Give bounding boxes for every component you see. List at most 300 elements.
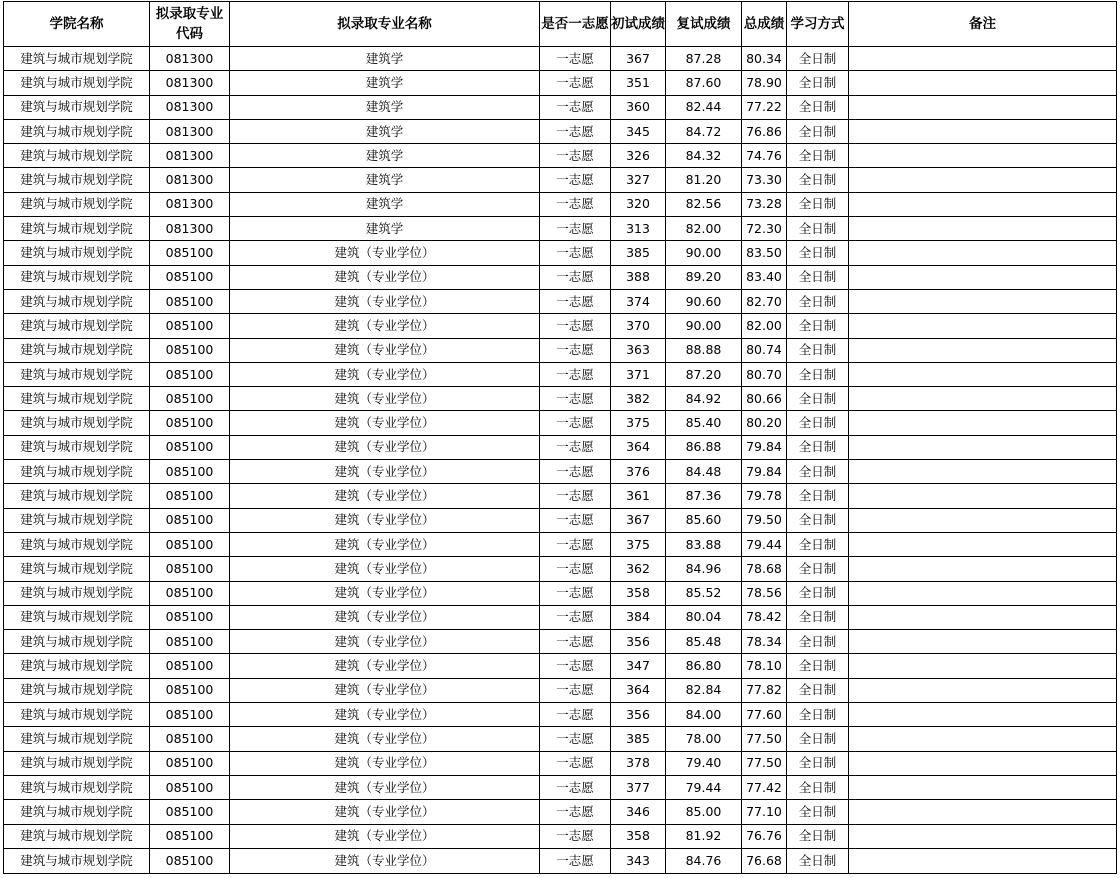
first-choice-cell: 一志愿 bbox=[540, 824, 611, 848]
college-cell: 建筑与城市规划学院 bbox=[4, 848, 150, 873]
study-mode-cell: 全日制 bbox=[787, 168, 849, 192]
college-cell: 建筑与城市规划学院 bbox=[4, 265, 150, 289]
college-cell: 建筑与城市规划学院 bbox=[4, 314, 150, 338]
header-retest-score: 复试成绩 bbox=[666, 2, 742, 47]
table-row bbox=[4, 435, 1117, 459]
first-choice-cell: 一志愿 bbox=[540, 119, 611, 143]
initial-score-cell: 367 bbox=[611, 47, 666, 71]
total-score-cell: 80.34 bbox=[742, 47, 787, 71]
major-name-cell: 建筑学 bbox=[230, 119, 540, 143]
initial-score-cell: 364 bbox=[611, 435, 666, 459]
initial-score-cell: 382 bbox=[611, 387, 666, 411]
table-row bbox=[4, 289, 1117, 313]
retest-score-cell: 84.32 bbox=[666, 144, 742, 168]
total-score-cell: 78.90 bbox=[742, 71, 787, 95]
remarks-cell bbox=[849, 241, 1117, 265]
initial-score-cell: 358 bbox=[611, 824, 666, 848]
college-cell: 建筑与城市规划学院 bbox=[4, 654, 150, 678]
total-score-cell: 77.50 bbox=[742, 727, 787, 751]
table-row bbox=[4, 751, 1117, 775]
major-name-cell: 建筑（专业学位） bbox=[230, 630, 540, 654]
first-choice-cell: 一志愿 bbox=[540, 241, 611, 265]
major-code-cell: 085100 bbox=[150, 338, 230, 362]
total-score-cell: 77.10 bbox=[742, 800, 787, 824]
retest-score-cell: 81.92 bbox=[666, 824, 742, 848]
first-choice-cell: 一志愿 bbox=[540, 605, 611, 629]
total-score-cell: 77.22 bbox=[742, 95, 787, 119]
retest-score-cell: 83.88 bbox=[666, 532, 742, 556]
total-score-cell: 78.42 bbox=[742, 605, 787, 629]
retest-score-cell: 82.56 bbox=[666, 192, 742, 216]
table-row bbox=[4, 362, 1117, 386]
total-score-cell: 78.34 bbox=[742, 630, 787, 654]
remarks-cell bbox=[849, 411, 1117, 435]
major-code-cell: 085100 bbox=[150, 508, 230, 532]
major-name-cell: 建筑（专业学位） bbox=[230, 387, 540, 411]
initial-score-cell: 356 bbox=[611, 703, 666, 727]
major-name-cell: 建筑（专业学位） bbox=[230, 241, 540, 265]
major-name-cell: 建筑（专业学位） bbox=[230, 557, 540, 581]
major-name-cell: 建筑（专业学位） bbox=[230, 654, 540, 678]
table-row bbox=[4, 460, 1117, 484]
college-cell: 建筑与城市规划学院 bbox=[4, 460, 150, 484]
remarks-cell bbox=[849, 460, 1117, 484]
table-row bbox=[4, 192, 1117, 216]
first-choice-cell: 一志愿 bbox=[540, 800, 611, 824]
initial-score-cell: 362 bbox=[611, 557, 666, 581]
retest-score-cell: 82.44 bbox=[666, 95, 742, 119]
study-mode-cell: 全日制 bbox=[787, 411, 849, 435]
first-choice-cell: 一志愿 bbox=[540, 654, 611, 678]
major-name-cell: 建筑（专业学位） bbox=[230, 775, 540, 799]
table-row bbox=[4, 800, 1117, 824]
study-mode-cell: 全日制 bbox=[787, 241, 849, 265]
total-score-cell: 79.78 bbox=[742, 484, 787, 508]
study-mode-cell: 全日制 bbox=[787, 630, 849, 654]
study-mode-cell: 全日制 bbox=[787, 119, 849, 143]
college-cell: 建筑与城市规划学院 bbox=[4, 411, 150, 435]
retest-score-cell: 87.28 bbox=[666, 47, 742, 71]
retest-score-cell: 84.72 bbox=[666, 119, 742, 143]
retest-score-cell: 85.40 bbox=[666, 411, 742, 435]
retest-score-cell: 85.60 bbox=[666, 508, 742, 532]
remarks-cell bbox=[849, 192, 1117, 216]
major-code-cell: 085100 bbox=[150, 484, 230, 508]
table-row bbox=[4, 387, 1117, 411]
college-cell: 建筑与城市规划学院 bbox=[4, 95, 150, 119]
major-code-cell: 081300 bbox=[150, 47, 230, 71]
study-mode-cell: 全日制 bbox=[787, 362, 849, 386]
table-row bbox=[4, 47, 1117, 71]
total-score-cell: 73.28 bbox=[742, 192, 787, 216]
header-college: 学院名称 bbox=[4, 2, 150, 47]
table-row bbox=[4, 411, 1117, 435]
college-cell: 建筑与城市规划学院 bbox=[4, 47, 150, 71]
first-choice-cell: 一志愿 bbox=[540, 362, 611, 386]
table-row bbox=[4, 241, 1117, 265]
remarks-cell bbox=[849, 581, 1117, 605]
remarks-cell bbox=[849, 217, 1117, 241]
total-score-cell: 82.00 bbox=[742, 314, 787, 338]
major-code-cell: 081300 bbox=[150, 217, 230, 241]
major-code-cell: 085100 bbox=[150, 824, 230, 848]
retest-score-cell: 87.20 bbox=[666, 362, 742, 386]
initial-score-cell: 375 bbox=[611, 532, 666, 556]
initial-score-cell: 384 bbox=[611, 605, 666, 629]
study-mode-cell: 全日制 bbox=[787, 47, 849, 71]
major-name-cell: 建筑学 bbox=[230, 217, 540, 241]
table-row bbox=[4, 217, 1117, 241]
retest-score-cell: 78.00 bbox=[666, 727, 742, 751]
initial-score-cell: 375 bbox=[611, 411, 666, 435]
remarks-cell bbox=[849, 630, 1117, 654]
first-choice-cell: 一志愿 bbox=[540, 411, 611, 435]
study-mode-cell: 全日制 bbox=[787, 654, 849, 678]
retest-score-cell: 82.84 bbox=[666, 678, 742, 702]
major-code-cell: 081300 bbox=[150, 71, 230, 95]
remarks-cell bbox=[849, 678, 1117, 702]
total-score-cell: 79.44 bbox=[742, 532, 787, 556]
initial-score-cell: 326 bbox=[611, 144, 666, 168]
major-name-cell: 建筑学 bbox=[230, 47, 540, 71]
first-choice-cell: 一志愿 bbox=[540, 678, 611, 702]
retest-score-cell: 90.60 bbox=[666, 289, 742, 313]
remarks-cell bbox=[849, 508, 1117, 532]
first-choice-cell: 一志愿 bbox=[540, 848, 611, 873]
first-choice-cell: 一志愿 bbox=[540, 703, 611, 727]
remarks-cell bbox=[849, 314, 1117, 338]
table-row bbox=[4, 630, 1117, 654]
retest-score-cell: 87.60 bbox=[666, 71, 742, 95]
table-row bbox=[4, 775, 1117, 799]
major-name-cell: 建筑（专业学位） bbox=[230, 824, 540, 848]
total-score-cell: 77.42 bbox=[742, 775, 787, 799]
retest-score-cell: 80.04 bbox=[666, 605, 742, 629]
header-major-code: 拟录取专业代码 bbox=[150, 2, 230, 47]
total-score-cell: 79.84 bbox=[742, 435, 787, 459]
major-code-cell: 085100 bbox=[150, 800, 230, 824]
table-row bbox=[4, 144, 1117, 168]
initial-score-cell: 356 bbox=[611, 630, 666, 654]
retest-score-cell: 89.20 bbox=[666, 265, 742, 289]
major-name-cell: 建筑（专业学位） bbox=[230, 289, 540, 313]
study-mode-cell: 全日制 bbox=[787, 824, 849, 848]
first-choice-cell: 一志愿 bbox=[540, 460, 611, 484]
table-row bbox=[4, 532, 1117, 556]
major-code-cell: 085100 bbox=[150, 775, 230, 799]
college-cell: 建筑与城市规划学院 bbox=[4, 703, 150, 727]
total-score-cell: 80.74 bbox=[742, 338, 787, 362]
total-score-cell: 76.68 bbox=[742, 848, 787, 873]
major-code-cell: 085100 bbox=[150, 265, 230, 289]
total-score-cell: 82.70 bbox=[742, 289, 787, 313]
remarks-cell bbox=[849, 265, 1117, 289]
initial-score-cell: 388 bbox=[611, 265, 666, 289]
table-row bbox=[4, 581, 1117, 605]
initial-score-cell: 378 bbox=[611, 751, 666, 775]
first-choice-cell: 一志愿 bbox=[540, 630, 611, 654]
remarks-cell bbox=[849, 751, 1117, 775]
table-row bbox=[4, 508, 1117, 532]
major-code-cell: 085100 bbox=[150, 362, 230, 386]
total-score-cell: 78.56 bbox=[742, 581, 787, 605]
remarks-cell bbox=[849, 800, 1117, 824]
major-name-cell: 建筑（专业学位） bbox=[230, 411, 540, 435]
retest-score-cell: 90.00 bbox=[666, 241, 742, 265]
retest-score-cell: 84.92 bbox=[666, 387, 742, 411]
retest-score-cell: 84.96 bbox=[666, 557, 742, 581]
retest-score-cell: 85.48 bbox=[666, 630, 742, 654]
initial-score-cell: 346 bbox=[611, 800, 666, 824]
remarks-cell bbox=[849, 168, 1117, 192]
study-mode-cell: 全日制 bbox=[787, 460, 849, 484]
major-name-cell: 建筑（专业学位） bbox=[230, 532, 540, 556]
major-name-cell: 建筑学 bbox=[230, 168, 540, 192]
first-choice-cell: 一志愿 bbox=[540, 265, 611, 289]
header-total-score: 总成绩 bbox=[742, 2, 787, 47]
first-choice-cell: 一志愿 bbox=[540, 775, 611, 799]
table-row bbox=[4, 119, 1117, 143]
study-mode-cell: 全日制 bbox=[787, 387, 849, 411]
study-mode-cell: 全日制 bbox=[787, 703, 849, 727]
college-cell: 建筑与城市规划学院 bbox=[4, 144, 150, 168]
first-choice-cell: 一志愿 bbox=[540, 192, 611, 216]
major-code-cell: 085100 bbox=[150, 605, 230, 629]
major-code-cell: 085100 bbox=[150, 314, 230, 338]
first-choice-cell: 一志愿 bbox=[540, 314, 611, 338]
major-name-cell: 建筑（专业学位） bbox=[230, 460, 540, 484]
major-code-cell: 081300 bbox=[150, 144, 230, 168]
total-score-cell: 78.68 bbox=[742, 557, 787, 581]
study-mode-cell: 全日制 bbox=[787, 678, 849, 702]
major-name-cell: 建筑（专业学位） bbox=[230, 678, 540, 702]
study-mode-cell: 全日制 bbox=[787, 532, 849, 556]
initial-score-cell: 376 bbox=[611, 460, 666, 484]
initial-score-cell: 345 bbox=[611, 119, 666, 143]
major-name-cell: 建筑（专业学位） bbox=[230, 362, 540, 386]
study-mode-cell: 全日制 bbox=[787, 751, 849, 775]
remarks-cell bbox=[849, 289, 1117, 313]
college-cell: 建筑与城市规划学院 bbox=[4, 727, 150, 751]
college-cell: 建筑与城市规划学院 bbox=[4, 362, 150, 386]
table-row bbox=[4, 678, 1117, 702]
college-cell: 建筑与城市规划学院 bbox=[4, 557, 150, 581]
first-choice-cell: 一志愿 bbox=[540, 557, 611, 581]
college-cell: 建筑与城市规划学院 bbox=[4, 387, 150, 411]
major-name-cell: 建筑（专业学位） bbox=[230, 338, 540, 362]
first-choice-cell: 一志愿 bbox=[540, 484, 611, 508]
first-choice-cell: 一志愿 bbox=[540, 47, 611, 71]
initial-score-cell: 313 bbox=[611, 217, 666, 241]
first-choice-cell: 一志愿 bbox=[540, 581, 611, 605]
total-score-cell: 78.10 bbox=[742, 654, 787, 678]
major-name-cell: 建筑（专业学位） bbox=[230, 751, 540, 775]
retest-score-cell: 84.48 bbox=[666, 460, 742, 484]
remarks-cell bbox=[849, 848, 1117, 873]
initial-score-cell: 327 bbox=[611, 168, 666, 192]
college-cell: 建筑与城市规划学院 bbox=[4, 824, 150, 848]
college-cell: 建筑与城市规划学院 bbox=[4, 217, 150, 241]
initial-score-cell: 364 bbox=[611, 678, 666, 702]
initial-score-cell: 374 bbox=[611, 289, 666, 313]
major-name-cell: 建筑（专业学位） bbox=[230, 508, 540, 532]
major-code-cell: 085100 bbox=[150, 289, 230, 313]
study-mode-cell: 全日制 bbox=[787, 508, 849, 532]
total-score-cell: 79.84 bbox=[742, 460, 787, 484]
major-name-cell: 建筑（专业学位） bbox=[230, 605, 540, 629]
study-mode-cell: 全日制 bbox=[787, 192, 849, 216]
initial-score-cell: 363 bbox=[611, 338, 666, 362]
table-row bbox=[4, 824, 1117, 848]
remarks-cell bbox=[849, 775, 1117, 799]
remarks-cell bbox=[849, 654, 1117, 678]
header-remarks: 备注 bbox=[849, 2, 1117, 47]
major-name-cell: 建筑（专业学位） bbox=[230, 703, 540, 727]
header-initial-score: 初试成绩 bbox=[611, 2, 666, 47]
college-cell: 建筑与城市规划学院 bbox=[4, 71, 150, 95]
retest-score-cell: 82.00 bbox=[666, 217, 742, 241]
table-row bbox=[4, 484, 1117, 508]
study-mode-cell: 全日制 bbox=[787, 581, 849, 605]
remarks-cell bbox=[849, 144, 1117, 168]
first-choice-cell: 一志愿 bbox=[540, 338, 611, 362]
table-row bbox=[4, 168, 1117, 192]
major-name-cell: 建筑（专业学位） bbox=[230, 265, 540, 289]
total-score-cell: 76.76 bbox=[742, 824, 787, 848]
study-mode-cell: 全日制 bbox=[787, 95, 849, 119]
first-choice-cell: 一志愿 bbox=[540, 532, 611, 556]
header-study-mode: 学习方式 bbox=[787, 2, 849, 47]
first-choice-cell: 一志愿 bbox=[540, 95, 611, 119]
header-first-choice: 是否一志愿 bbox=[540, 2, 611, 47]
major-code-cell: 085100 bbox=[150, 435, 230, 459]
major-code-cell: 085100 bbox=[150, 751, 230, 775]
remarks-cell bbox=[849, 71, 1117, 95]
initial-score-cell: 385 bbox=[611, 727, 666, 751]
remarks-cell bbox=[849, 119, 1117, 143]
table-row bbox=[4, 727, 1117, 751]
first-choice-cell: 一志愿 bbox=[540, 144, 611, 168]
remarks-cell bbox=[849, 605, 1117, 629]
study-mode-cell: 全日制 bbox=[787, 314, 849, 338]
major-code-cell: 085100 bbox=[150, 581, 230, 605]
college-cell: 建筑与城市规划学院 bbox=[4, 289, 150, 313]
college-cell: 建筑与城市规划学院 bbox=[4, 192, 150, 216]
total-score-cell: 83.50 bbox=[742, 241, 787, 265]
table-row bbox=[4, 557, 1117, 581]
total-score-cell: 76.86 bbox=[742, 119, 787, 143]
college-cell: 建筑与城市规划学院 bbox=[4, 338, 150, 362]
study-mode-cell: 全日制 bbox=[787, 265, 849, 289]
major-name-cell: 建筑（专业学位） bbox=[230, 314, 540, 338]
study-mode-cell: 全日制 bbox=[787, 71, 849, 95]
major-name-cell: 建筑（专业学位） bbox=[230, 848, 540, 873]
study-mode-cell: 全日制 bbox=[787, 727, 849, 751]
retest-score-cell: 90.00 bbox=[666, 314, 742, 338]
initial-score-cell: 361 bbox=[611, 484, 666, 508]
table-body bbox=[4, 47, 1117, 874]
initial-score-cell: 351 bbox=[611, 71, 666, 95]
table-row bbox=[4, 265, 1117, 289]
major-code-cell: 085100 bbox=[150, 678, 230, 702]
study-mode-cell: 全日制 bbox=[787, 605, 849, 629]
initial-score-cell: 371 bbox=[611, 362, 666, 386]
study-mode-cell: 全日制 bbox=[787, 848, 849, 873]
major-code-cell: 085100 bbox=[150, 703, 230, 727]
remarks-cell bbox=[849, 47, 1117, 71]
college-cell: 建筑与城市规划学院 bbox=[4, 605, 150, 629]
remarks-cell bbox=[849, 703, 1117, 727]
study-mode-cell: 全日制 bbox=[787, 800, 849, 824]
college-cell: 建筑与城市规划学院 bbox=[4, 678, 150, 702]
major-code-cell: 085100 bbox=[150, 532, 230, 556]
table-row bbox=[4, 654, 1117, 678]
study-mode-cell: 全日制 bbox=[787, 557, 849, 581]
table-row bbox=[4, 605, 1117, 629]
major-code-cell: 081300 bbox=[150, 95, 230, 119]
major-name-cell: 建筑（专业学位） bbox=[230, 581, 540, 605]
total-score-cell: 73.30 bbox=[742, 168, 787, 192]
remarks-cell bbox=[849, 824, 1117, 848]
college-cell: 建筑与城市规划学院 bbox=[4, 168, 150, 192]
retest-score-cell: 85.00 bbox=[666, 800, 742, 824]
college-cell: 建筑与城市规划学院 bbox=[4, 508, 150, 532]
remarks-cell bbox=[849, 338, 1117, 362]
college-cell: 建筑与城市规划学院 bbox=[4, 800, 150, 824]
major-name-cell: 建筑（专业学位） bbox=[230, 435, 540, 459]
major-name-cell: 建筑（专业学位） bbox=[230, 727, 540, 751]
table-row bbox=[4, 314, 1117, 338]
study-mode-cell: 全日制 bbox=[787, 435, 849, 459]
major-code-cell: 081300 bbox=[150, 119, 230, 143]
major-name-cell: 建筑（专业学位） bbox=[230, 800, 540, 824]
total-score-cell: 80.66 bbox=[742, 387, 787, 411]
remarks-cell bbox=[849, 362, 1117, 386]
major-code-cell: 085100 bbox=[150, 411, 230, 435]
major-code-cell: 085100 bbox=[150, 460, 230, 484]
initial-score-cell: 367 bbox=[611, 508, 666, 532]
remarks-cell bbox=[849, 435, 1117, 459]
major-code-cell: 085100 bbox=[150, 848, 230, 873]
first-choice-cell: 一志愿 bbox=[540, 751, 611, 775]
retest-score-cell: 86.88 bbox=[666, 435, 742, 459]
remarks-cell bbox=[849, 484, 1117, 508]
major-name-cell: 建筑学 bbox=[230, 71, 540, 95]
initial-score-cell: 370 bbox=[611, 314, 666, 338]
initial-score-cell: 385 bbox=[611, 241, 666, 265]
first-choice-cell: 一志愿 bbox=[540, 168, 611, 192]
college-cell: 建筑与城市规划学院 bbox=[4, 751, 150, 775]
major-code-cell: 085100 bbox=[150, 654, 230, 678]
college-cell: 建筑与城市规划学院 bbox=[4, 581, 150, 605]
college-cell: 建筑与城市规划学院 bbox=[4, 775, 150, 799]
retest-score-cell: 81.20 bbox=[666, 168, 742, 192]
table-header bbox=[4, 2, 1117, 47]
first-choice-cell: 一志愿 bbox=[540, 387, 611, 411]
major-code-cell: 085100 bbox=[150, 630, 230, 654]
retest-score-cell: 84.00 bbox=[666, 703, 742, 727]
major-name-cell: 建筑学 bbox=[230, 144, 540, 168]
table-row bbox=[4, 848, 1117, 873]
initial-score-cell: 360 bbox=[611, 95, 666, 119]
college-cell: 建筑与城市规划学院 bbox=[4, 532, 150, 556]
retest-score-cell: 86.80 bbox=[666, 654, 742, 678]
total-score-cell: 72.30 bbox=[742, 217, 787, 241]
remarks-cell bbox=[849, 557, 1117, 581]
major-code-cell: 085100 bbox=[150, 387, 230, 411]
remarks-cell bbox=[849, 95, 1117, 119]
college-cell: 建筑与城市规划学院 bbox=[4, 630, 150, 654]
